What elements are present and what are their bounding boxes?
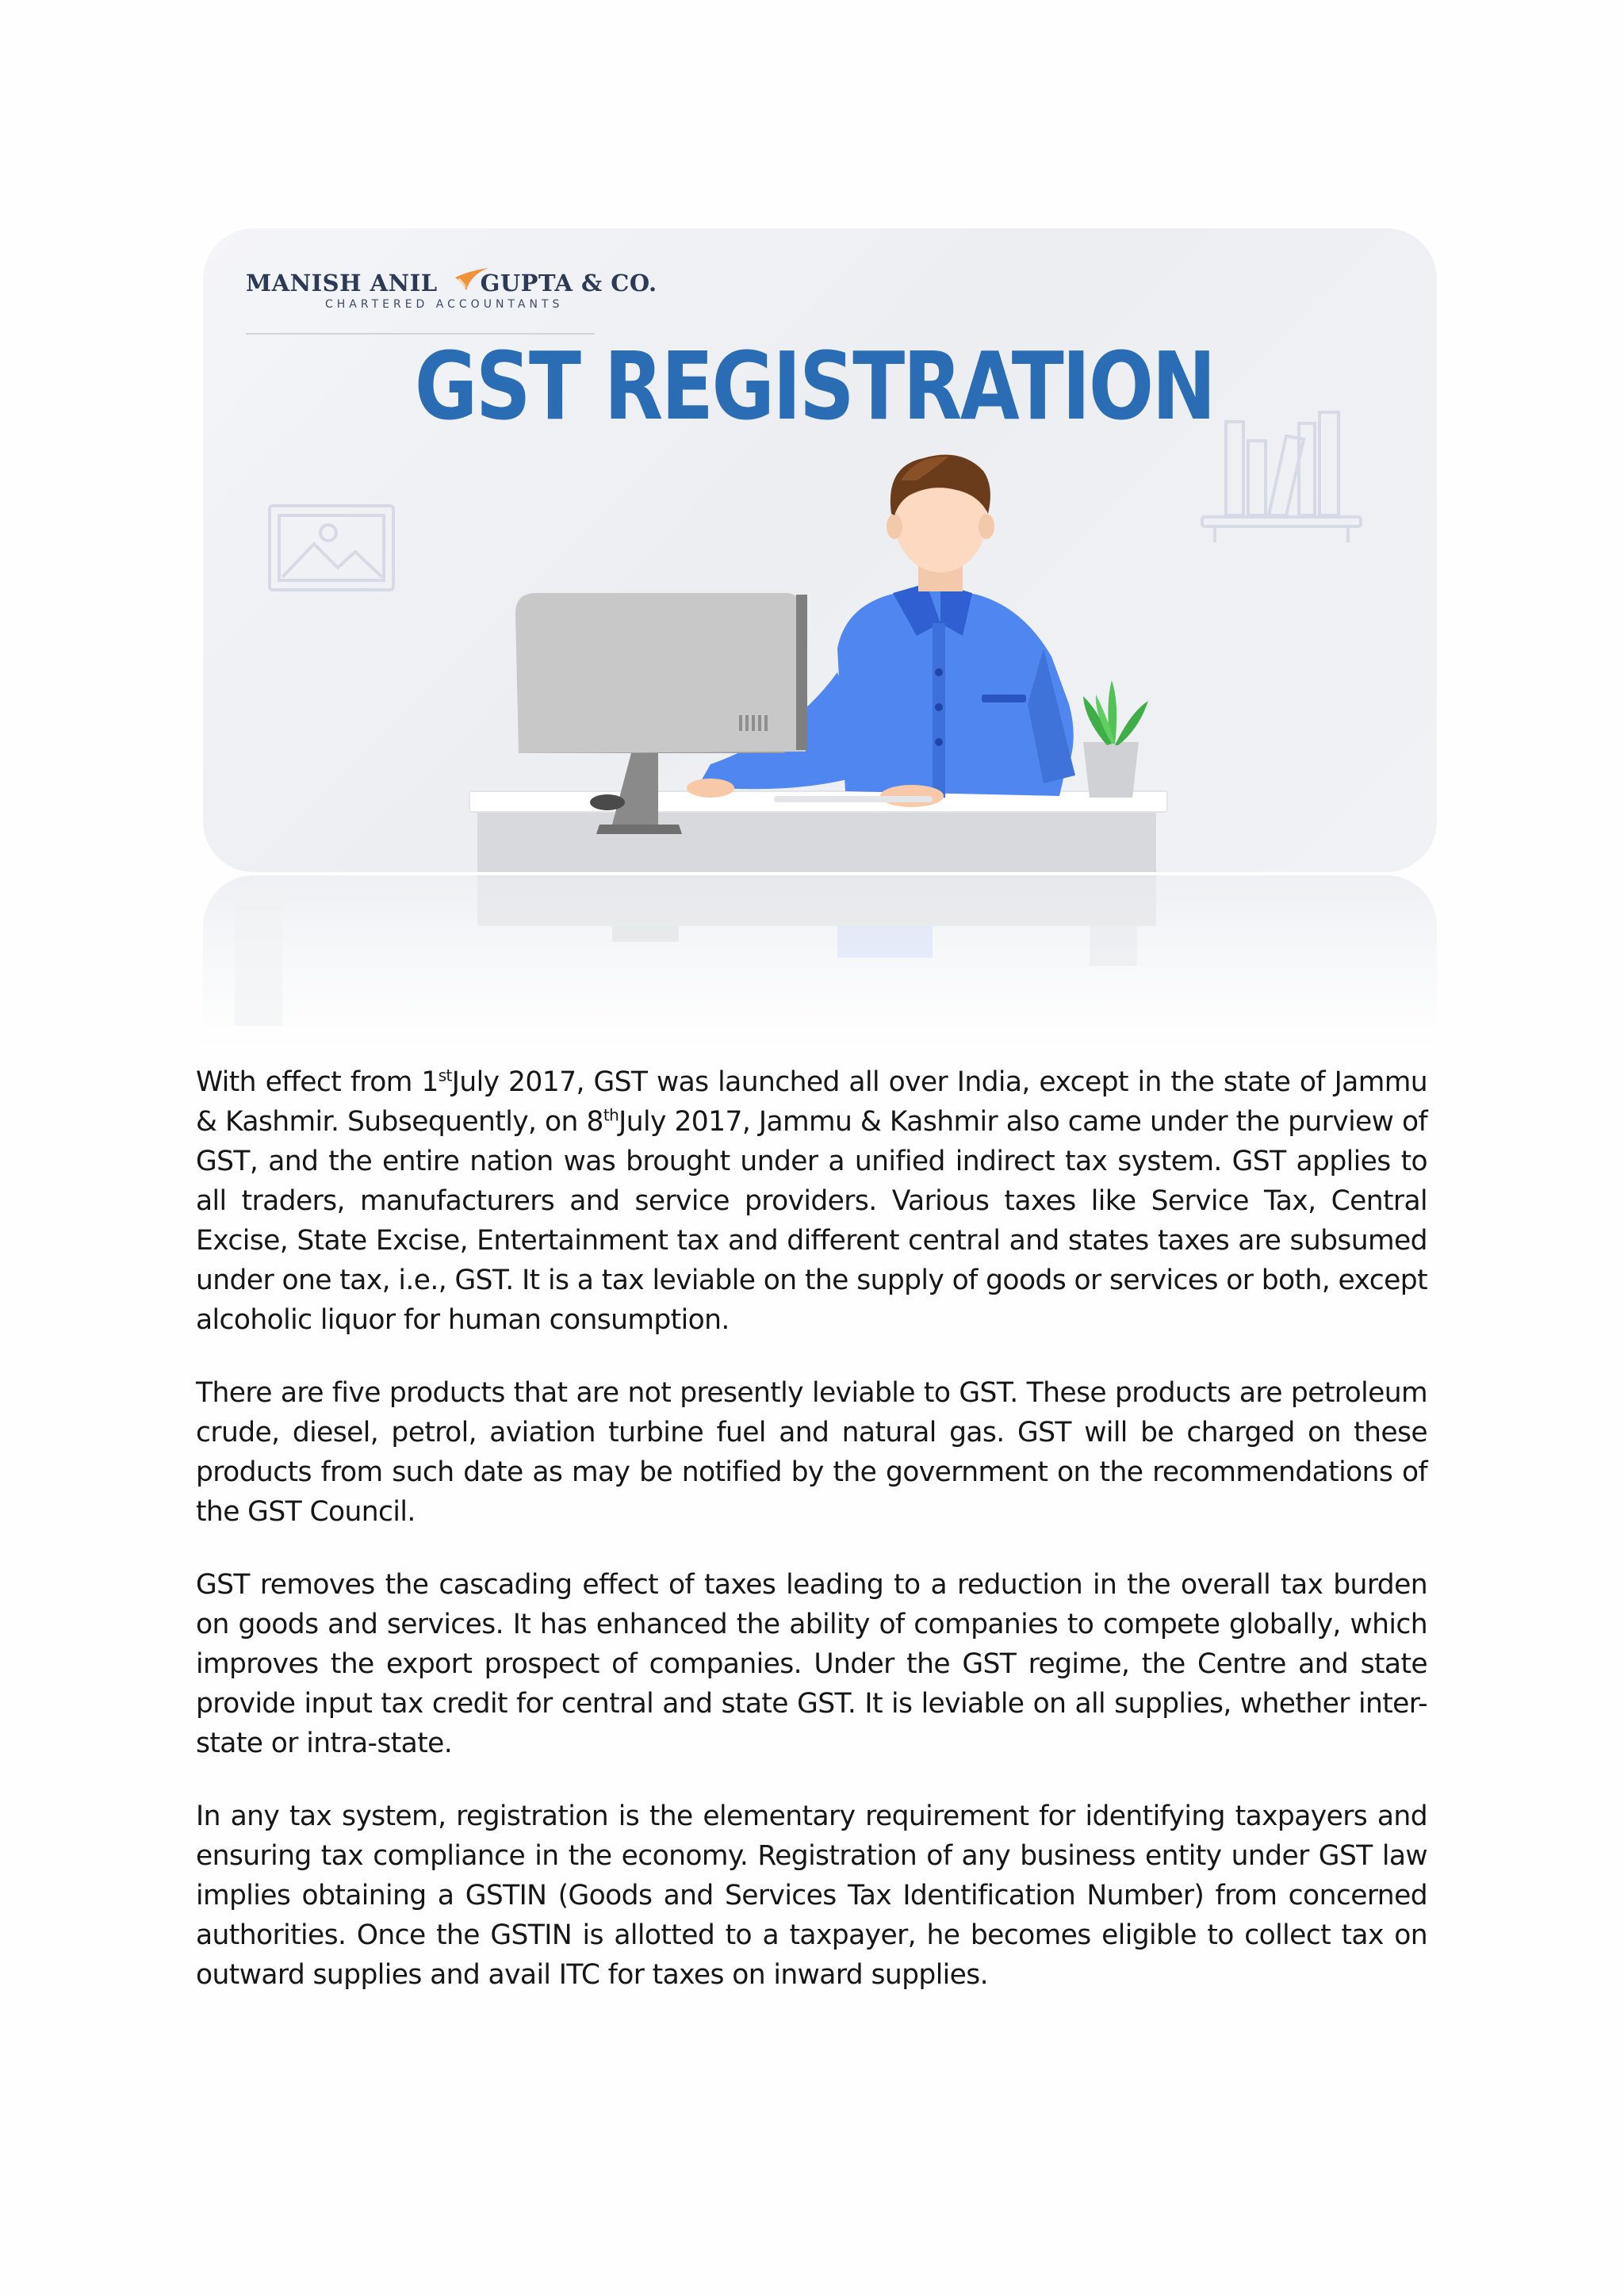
article-body [196, 1062, 1427, 2028]
keyboard-icon [774, 796, 933, 802]
plant-icon [1083, 680, 1148, 798]
paragraph-1-part-1: With effect from 1 [196, 1066, 439, 1098]
picture-frame-icon [270, 506, 393, 590]
mouse-icon [590, 794, 625, 810]
person-at-computer-illustration [203, 228, 1437, 872]
reflection-graphic [203, 875, 1437, 1050]
banner-title: GST REGISTRATION [414, 331, 1215, 441]
superscript-st: st [438, 1066, 452, 1085]
bookshelf-icon [1202, 412, 1361, 542]
banner-image [203, 228, 1437, 872]
logo-name-right: GUPTA & CO. [480, 270, 657, 297]
banner-reflection [203, 875, 1437, 1050]
superscript-th: th [603, 1105, 619, 1125]
paragraph-2: There are five products that are not presently leviable to GST. These products are petroleum crude, diesel, petrol, aviation turbine fuel and natural gas. GST will be charged on these products from such date as may be notified by the government on the recommendations of the GST Council. [196, 1377, 1427, 1528]
logo-subtitle: CHARTERED ACCOUNTANTS [325, 298, 564, 311]
paragraph-4: In any tax system, registration is the elementary requirement for identifying taxpayers and ensuring tax compliance in the economy. Registration of any business entity under GST law implies obtaining a GSTIN (Goods and Services Tax Identification Number) from concerned authorities. Once the GSTIN is allotted to a taxpayer, he becomes eligible to collect tax on outward supplies and avail ITC for taxes on inward supplies. [196, 1800, 1427, 1991]
paragraph-1-part-2: July 2017, GST was launched all over India, except in the state of Jammu & Kashmir. Subsequently, on 8 [196, 1066, 1427, 1138]
desk-front [477, 806, 1156, 872]
paragraph-3: GST removes the cascading effect of taxes leading to a reduction in the overall tax burden on goods and services. It has enhanced the ability of companies to compete globally, which improves the export prospect of companies. Under the GST regime, the Centre and state provide input tax credit for central and state GST. It is leviable on all supplies, whether inter-state or intra-state. [196, 1569, 1427, 1759]
logo-name-left: MANISH ANIL [246, 270, 438, 297]
paragraph-1 [196, 1062, 1427, 1340]
paragraph-1-part-3: July 2017, Jammu & Kashmir also came under the purview of GST, and the entire nation was brought under a unified indirect tax system. GST applies to all traders, manufacturers and service providers. Various taxes like Service Tax, Central Excise, State Excise, Entertainment tax and different central and states taxes are subsumed under one tax, i.e., GST. It is a tax leviable on the supply of goods or services or both, except alcoholic liquor for human consumption. [196, 1106, 1427, 1336]
